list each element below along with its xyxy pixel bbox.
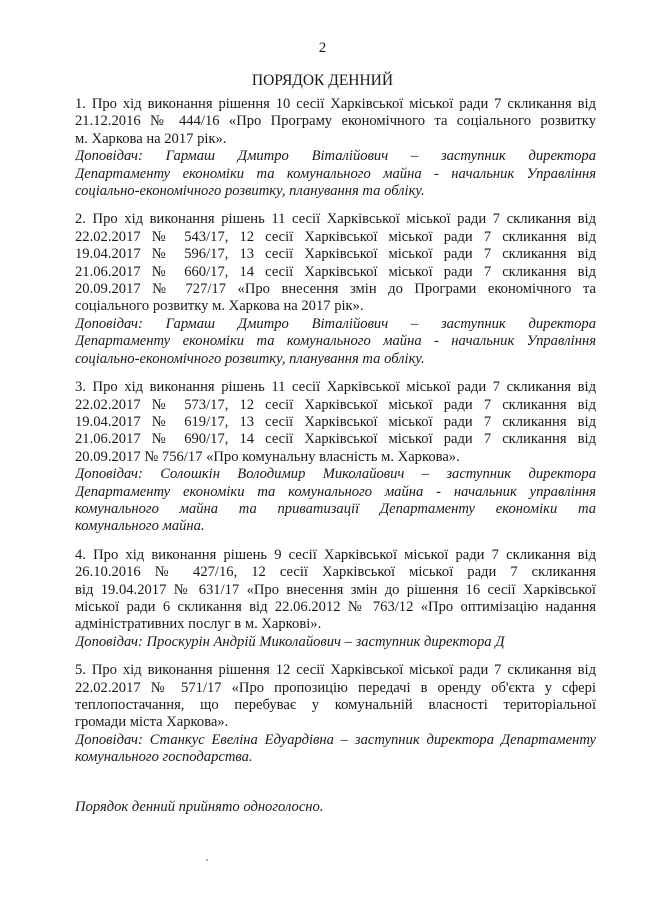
agenda-item-text-line: міської ради 6 скликання від 22.06.2012 № 763/12 «Про оптимізацію надання <box>75 598 596 615</box>
speaker-line: Доповідач: Станкус Евеліна Едуардівна – заступник директора Департаменту <box>75 731 596 748</box>
agenda-item-text-line: соціального розвитку м. Харкова на 2017 рік». <box>75 298 364 315</box>
agenda-item-text-line: громади міста Харкова». <box>75 714 229 731</box>
agenda-item-2 <box>75 211 596 368</box>
agenda-item-1 <box>75 96 596 200</box>
agenda-item-text-line: 20.09.2017 № 756/17 «Про комунальну власність м. Харкова». <box>75 448 460 465</box>
speaker-line: Доповідач: Гармаш Дмитро Віталійович – заступник директора <box>75 148 596 165</box>
agenda-item-text-line: 21.06.2017 № 660/17, 14 сесії Харківської міської ради 7 скликання від <box>75 263 596 280</box>
speaker-line: соціально-економічного розвитку, планування та обліку. <box>75 350 425 367</box>
agenda-item-text-line: 2. Про хід виконання рішень 11 сесії Харківської міської ради 7 скликання від <box>75 211 596 228</box>
agenda-item-3 <box>75 379 596 536</box>
speaker-line: Департаменту економіки та комунального майна - начальник Управління <box>75 165 596 182</box>
scan-speck <box>206 859 208 861</box>
page-number: 2 <box>318 40 327 56</box>
speaker-line: Доповідач: Проскурін Андрій Миколайович – заступник директора Д <box>75 633 505 650</box>
agenda-item-text-line: м. Харкова на 2017 рік». <box>75 130 227 147</box>
speaker-line: комунального майна. <box>75 518 205 535</box>
agenda-item-text-line: теплопостачання, що перебуває у комунальній власності територіальної <box>75 697 596 713</box>
agenda-item-text-line: 21.12.2016 № 444/16 «Про Програму економічного та соціального розвитку <box>75 113 596 130</box>
agenda-body <box>75 96 596 816</box>
agenda-item-5 <box>75 662 596 766</box>
agenda-item-text-line: 26.10.2016 № 427/16, 12 сесії Харківської міської ради 7 скликання <box>75 564 596 581</box>
speaker-line: соціально-економічного розвитку, планування та обліку. <box>75 183 425 200</box>
agenda-item-text-line: 22.02.2017 № 543/17, 12 сесії Харківської міської ради 7 скликання від <box>75 228 596 245</box>
speaker-line: комунального господарства. <box>75 749 253 766</box>
speaker-line: Департаменту економіки та комунального майна - начальник Управління <box>75 333 596 350</box>
agenda-item-text-line: 19.04.2017 № 596/17, 13 сесії Харківської міської ради 7 скликання від <box>75 246 596 263</box>
agenda-item-text-line: 20.09.2017 № 727/17 «Про внесення змін до Програми економічного та <box>75 281 596 298</box>
agenda-item-text-line: адміністративних послуг в м. Харкові». <box>75 616 322 633</box>
agenda-item-text-line: 4. Про хід виконання рішень 9 сесії Харківської міської ради 7 скликання від <box>75 546 596 563</box>
agenda-item-text-line: 5. Про хід виконання рішення 12 сесії Харківської міської ради 7 скликання від <box>75 662 596 679</box>
speaker-line: комунального майна та приватизації Департаменту економіки та <box>75 500 596 517</box>
speaker-line: Департаменту економіки та комунального майна - начальник управління <box>75 483 596 500</box>
document-title: ПОРЯДОК ДЕННИЙ <box>251 72 394 89</box>
agenda-item-text-line: 1. Про хід виконання рішення 10 сесії Харківської міської ради 7 скликання від <box>75 96 596 112</box>
agenda-item-text-line: 21.06.2017 № 690/17, 14 сесії Харківської міської ради 7 скликання від <box>75 431 596 448</box>
agenda-item-text-line: 22.02.2017 № 573/17, 12 сесії Харківської міської ради 7 скликання від <box>75 396 596 413</box>
speaker-line: Доповідач: Солошкін Володимир Миколайович – заступник директора <box>75 466 596 483</box>
agenda-item-text-line: 3. Про хід виконання рішень 11 сесії Харківської міської ради 7 скликання від <box>75 379 596 396</box>
closing-statement: Порядок денний прийнято одноголосно. <box>75 798 324 815</box>
agenda-items <box>75 96 596 767</box>
agenda-item-text-line: 19.04.2017 № 619/17, 13 сесії Харківської міської ради 7 скликання від <box>75 413 596 430</box>
speaker-line: Доповідач: Гармаш Дмитро Віталійович – заступник директора <box>75 315 596 332</box>
agenda-item-4 <box>75 547 596 651</box>
agenda-item-text-line: від 19.04.2017 № 631/17 «Про внесення змін до рішення 16 сесії Харківської <box>75 581 596 598</box>
agenda-item-text-line: 22.02.2017 № 571/17 «Про пропозицію передачі в оренду об'єкта у сфері <box>75 679 596 696</box>
